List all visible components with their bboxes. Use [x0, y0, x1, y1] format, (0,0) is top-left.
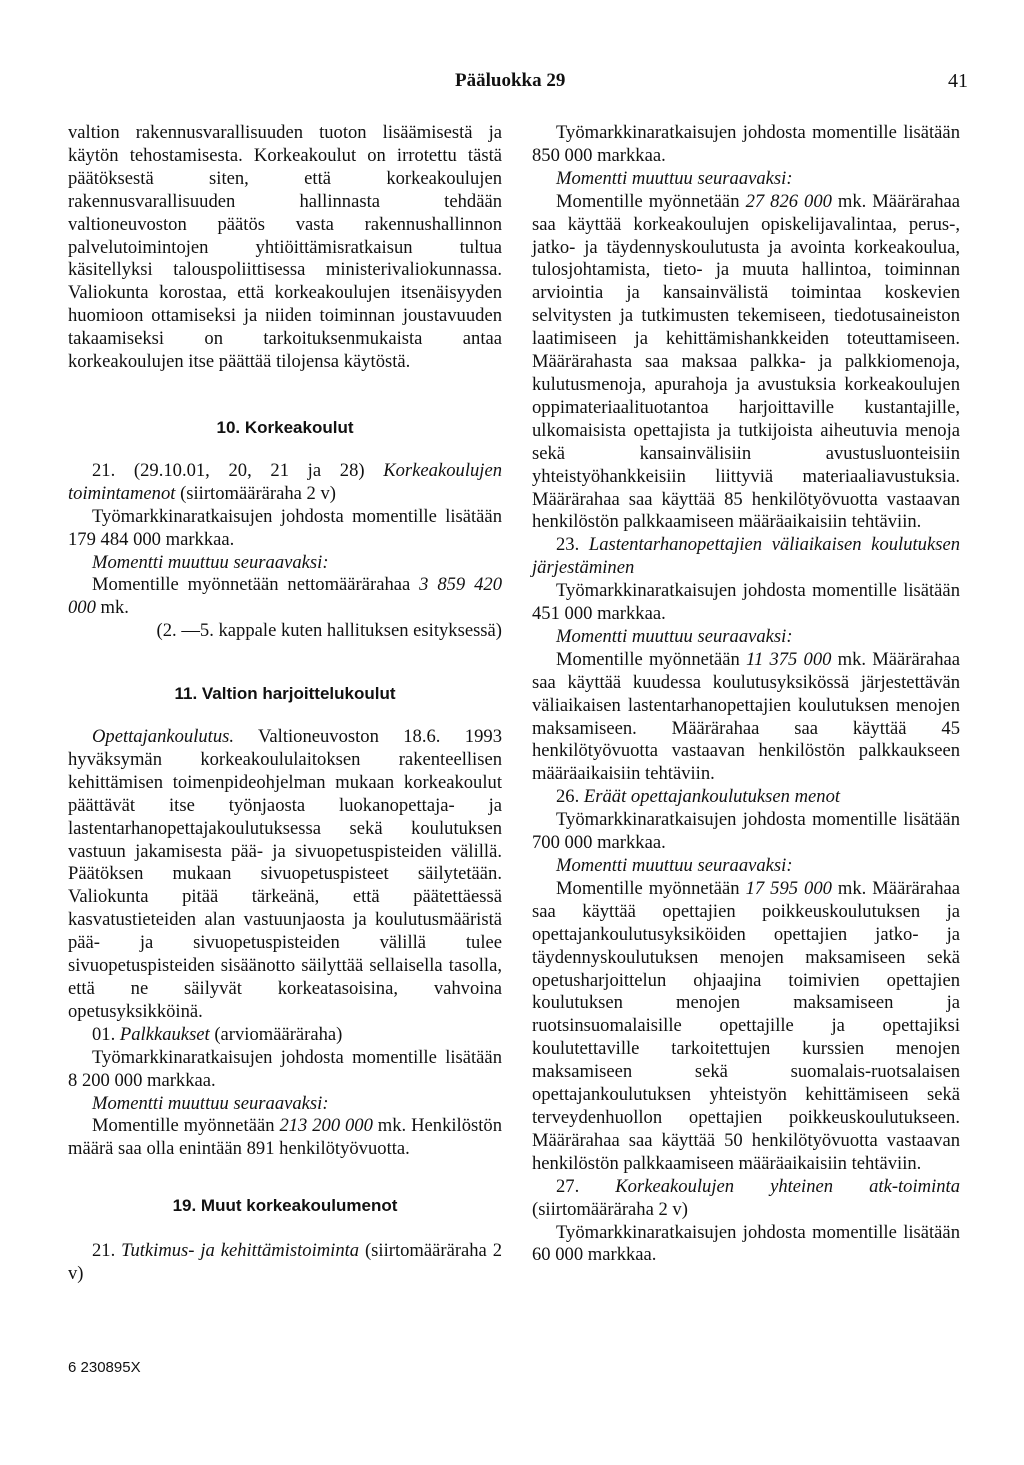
- item-26-change-text: Momentti muuttuu seuraavaksi:: [556, 855, 793, 876]
- footer-print-code: 6 230895X: [68, 1359, 141, 1376]
- item-23-grant-text: mk. Määrärahaa saa käyttää kuudessa koulutusyksikössä järjestettävän väliaikaisen lastentarhanopettajien koulutuksen menojen maksamiseen. Määrärahaa saa käyttää 45 henkilötyövuotta vastaavan henkilöstön palkkaukseen määräaikaisiin tehtäviin.: [532, 648, 960, 785]
- item-27-type: (siirtomääräraha 2 v): [532, 1198, 688, 1220]
- item-27-title: Korkeakoulujen yhteinen atk-toiminta: [615, 1175, 960, 1197]
- page-header: [0, 70, 1024, 100]
- item-19-21-paragraph: [68, 1240, 502, 1286]
- item-26-change-label: [532, 855, 960, 878]
- item-19-21-number: 21.: [92, 1240, 122, 1262]
- item-23-paragraph: [532, 534, 960, 580]
- item-21-grant: [68, 574, 502, 620]
- right-grant-1-prefix: Momentille myönnetään: [556, 190, 746, 212]
- item-26-addition: Työmarkkinaratkaisujen johdosta momentille lisätään 700 000 markkaa.: [532, 809, 960, 854]
- item-26-grant: [532, 878, 960, 1176]
- item-23-number: 23.: [556, 534, 589, 556]
- item-26-title: Eräät opettajankoulutuksen menot: [583, 786, 841, 808]
- teacher-training-text: Valtioneuvoston 18.6. 1993 hyväksymän korkeakoululaitoksen rakenteellisen kehittämisen toimenpideohjelman mukaan korkeakoulut päättävät itse työnjaosta luokanopettaja- ja lastentarhanopettajakoulutuksessa sekä koulutuksen vastuun jakamisesta pää- ja sivuopetuspisteiden välillä. Päätöksen mukaan sivuopetuspisteet säilytetään. Valiokunta pitää tärkeänä, että päätettäessä kasvatustieteiden alan vastuunjaosta ja koulutusmääristä pää- ja sivuopetuspisteiden välillä tulee sivuopetuspisteiden sisäänotto säilyttää sellaisella tasolla, että ne säilyvät korkeatasoisina, vahvoina opetusyksikköinä.: [68, 726, 502, 1022]
- item-26-grant-prefix: Momentille myönnetään: [556, 877, 746, 899]
- intro-paragraph: valtion rakennusvarallisuuden tuoton lisäämisestä ja käytön tehostamisesta. Korkeakoulut on irrotettu tästä päätöksestä siten, että korkeakoulujen rakennusvarallisuuden hallinnasta tehdään valtioneuvoston päätös vasta rakennushallinnon palvelutoimintojen yhtiöittämisratkaisun tultua käsitellyksi talouspoliittisessa ministerivaliokunnassa. Valiokunta korostaa, että korkeakoulujen itsenäisyyden huomioon ottamiseksi ja niiden toiminnan joustavuuden takaamiseksi on tarkoituksenmukaista antaa korkeakoulujen itse päättää tilojensa käytöstä.: [68, 122, 502, 373]
- right-change-text-1: Momentti muuttuu seuraavaksi:: [556, 167, 793, 189]
- right-change-label-1: [532, 168, 960, 191]
- item-21-note: (2. —5. kappale kuten hallituksen esityksessä): [156, 620, 502, 642]
- item-23-title: Lastentarhanopettajien väliaikaisen koulutuksen järjestäminen: [532, 534, 960, 579]
- item-26-grant-amount: 17 595 000: [745, 877, 832, 899]
- item-01-paragraph: [68, 1024, 502, 1047]
- item-01-change-text: Momentti muuttuu seuraavaksi:: [92, 1092, 329, 1114]
- right-grant-1-text: mk. Määrärahaa saa käyttää korkeakoulujen opiskelijavalintaa, perus-, jatko- ja täydennyskoulutusta ja avointa korkeakoulua, tulosjohtamista, tieto- ja muuta hallintoa, toiminnan arviointia ja kansainvälistä toimintaa koskevien selvitysten ja tutkimusten tekemiseen, tiedotusaineiston laatimiseen ja kehittämishankkeiden toteuttamiseen. Määrärahasta saa maksaa palkka- ja palkkiomenoja, kulutusmenoja, apurahoja ja avustuksia korkeakoulujen oppimateriaalituotantoa harjoittaville kustantajille, ulkomaisista opettajista ja tutkijoista aiheutuvia menoja sekä kansainvälisiin avustusluonteisiin yhteistyöhankkeisiin liittyviä materiaaliavustuksia. Määrärahaa saa käyttää 85 henkilötyövuotta vastaavan henkilöstön palkkaamiseen määräaikaisiin tehtäviin.: [532, 190, 961, 533]
- item-21-title: Korkeakoulujen toimintamenot: [68, 459, 502, 504]
- item-01-grant-prefix: Momentille myönnetään: [92, 1115, 280, 1137]
- item-21-change-label: [68, 552, 502, 575]
- item-01-change-label: [68, 1093, 502, 1116]
- item-23-change-text: Momentti muuttuu seuraavaksi:: [556, 625, 793, 647]
- item-23-addition: Työmarkkinaratkaisujen johdosta momentille lisätään 451 000 markkaa.: [532, 580, 960, 625]
- item-21-grant-prefix: Momentille myönnetään nettomäärärahaa: [92, 574, 420, 596]
- item-01-grant-amount: 213 200 000: [279, 1115, 373, 1137]
- right-grant-1-amount: 27 826 000: [745, 190, 832, 212]
- item-21-type: (siirtomääräraha 2 v): [175, 482, 336, 504]
- teacher-training-paragraph: [68, 726, 502, 1024]
- item-01-title: Palkkaukset: [119, 1023, 210, 1045]
- item-19-21-title: Tutkimus- ja kehittämistoiminta: [121, 1240, 360, 1262]
- right-column: [532, 122, 960, 1267]
- right-grant-1: [532, 191, 960, 535]
- item-26-paragraph: [532, 786, 960, 809]
- right-addition-1: Työmarkkinaratkaisujen johdosta momentille lisätään 850 000 markkaa.: [532, 122, 960, 166]
- page-title: Pääluokka 29: [455, 70, 566, 91]
- item-01-type: (arviomääräraha): [209, 1023, 343, 1045]
- item-01-grant-suffix: mk. Henkilöstön määrä saa olla enintään 891 henkilötyövuotta.: [68, 1115, 503, 1160]
- left-column: [68, 122, 502, 1286]
- item-21-grant-amount: 3 859 420 000: [68, 574, 502, 619]
- item-21-change-text: Momentti muuttuu seuraavaksi:: [92, 551, 329, 573]
- section-heading-10: 10. Korkeakoulut: [216, 417, 354, 437]
- item-01-grant: [68, 1115, 502, 1161]
- item-27-number: 27.: [556, 1175, 616, 1197]
- item-27-addition: Työmarkkinaratkaisujen johdosta momentille lisätään 60 000 markkaa.: [532, 1221, 960, 1266]
- item-23-change-label: [532, 626, 960, 649]
- item-26-grant-text: mk. Määrärahaa saa käyttää opettajien poikkeuskoulutuksen ja opettajankoulutusyksiköiden opettajien jatko- ja täydennyskoulutuksen menojen maksamiseen sekä opetusharjoittelun ohjaajina toimivien opettajien koulutuksen menojen maksamiseen ja ruotsinsuomalaisille opettajille ja opettajiksi koulutettaville tarkoitettujen kurssien menojen maksamiseen sekä suomalais-ruotsalaisen opettajankoulutuksen yhteistyön kehittämiseen sekä terveydenhuollon opettajien poikkeuskoulutukseen. Määrärahaa saa käyttää 50 henkilötyövuotta vastaavan henkilöstön palkkaamiseen määräaikaisiin tehtäviin.: [532, 877, 961, 1174]
- item-19-21-type: (siirtomääräraha 2 v): [68, 1240, 502, 1285]
- item-23-grant: [532, 649, 960, 786]
- teacher-training-title: Opettajankoulutus.: [92, 726, 235, 748]
- item-01-addition: Työmarkkinaratkaisujen johdosta momentille lisätään 8 200 000 markkaa.: [68, 1046, 502, 1091]
- item-01-number: 01.: [92, 1023, 120, 1045]
- item-21-number: 21. (29.10.01, 20, 21 ja 28): [92, 459, 384, 481]
- section-heading-11: 11. Valtion harjoittelukoulut: [174, 684, 396, 704]
- item-23-grant-amount: 11 375 000: [746, 648, 832, 670]
- page-number: 41: [948, 70, 968, 92]
- item-27-paragraph: [532, 1176, 960, 1222]
- item-21-grant-suffix: mk.: [95, 597, 129, 619]
- item-23-grant-prefix: Momentille myönnetään: [556, 648, 747, 670]
- item-21-addition: Työmarkkinaratkaisujen johdosta momentille lisätään 179 484 000 markkaa.: [68, 505, 502, 550]
- item-26-number: 26.: [556, 786, 584, 808]
- section-heading-19: 19. Muut korkeakoulumenot: [172, 1196, 398, 1216]
- item-21-paragraph: [68, 460, 502, 506]
